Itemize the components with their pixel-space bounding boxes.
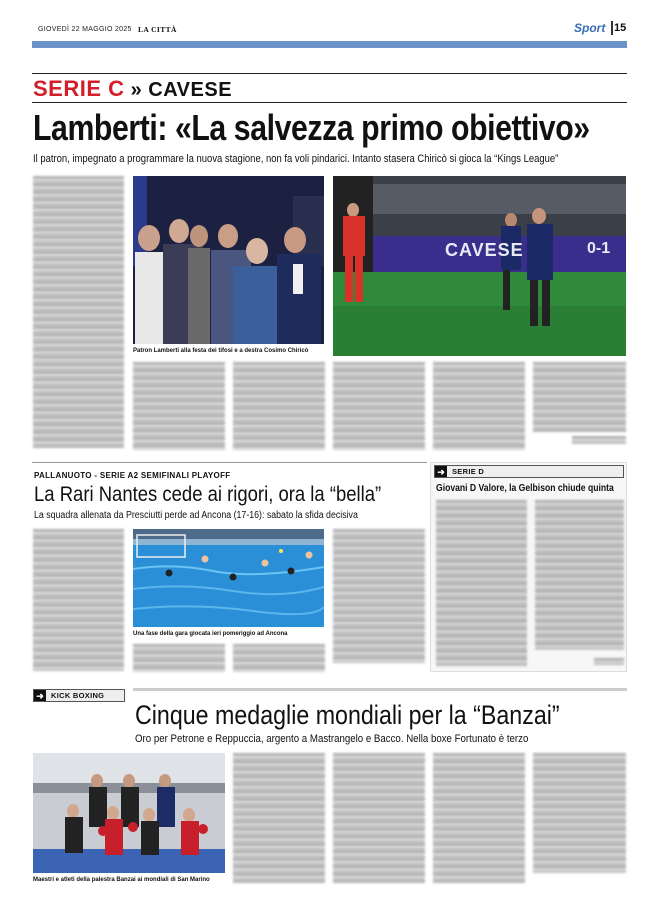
serie-d-tag bbox=[434, 465, 624, 478]
newspaper-name: LA CITTÀ bbox=[138, 25, 177, 34]
waterpolo-column-1 bbox=[33, 529, 124, 671]
waterpolo-column-3 bbox=[233, 644, 325, 672]
arrow-right-icon: ➜ bbox=[34, 690, 46, 701]
photo-banzai-caption: Maestri e atleti della palestra Banzai ai mondiali di San Marino bbox=[33, 877, 210, 883]
kickboxing-column-3 bbox=[433, 753, 525, 883]
serie-d-tag-label: SERIE D bbox=[452, 467, 485, 476]
kickboxing-column-1 bbox=[233, 753, 325, 883]
kickboxing-rule bbox=[133, 688, 627, 691]
kicker-league: SERIE C bbox=[33, 76, 125, 101]
main-article-column-3 bbox=[233, 362, 325, 450]
kickboxing-headline: Cinque medaglie mondiali per la “Banzai” bbox=[135, 700, 560, 730]
waterpolo-headline: La Rari Nantes cede ai rigori, ora la “bella” bbox=[34, 483, 382, 506]
waterpolo-subheadline: La squadra allenata da Presciutti perde ad Ancona (17-16): sabato la sfida decisiva bbox=[34, 510, 358, 521]
serie-d-signature bbox=[594, 658, 624, 665]
header-bar bbox=[32, 41, 627, 48]
kicker-team: CAVESE bbox=[148, 79, 233, 101]
waterpolo-kicker: PALLANUOTO - SERIE A2 SEMIFINALI PLAYOFF bbox=[34, 471, 231, 480]
top-rule bbox=[32, 73, 627, 74]
photo-chirico bbox=[333, 176, 626, 356]
kicker-rule bbox=[32, 102, 627, 103]
stadium-sign: CAVESE bbox=[445, 240, 524, 260]
main-article-signature bbox=[572, 436, 626, 444]
photo-lamberti bbox=[133, 176, 324, 344]
kicker-separator: » bbox=[124, 79, 149, 101]
serie-d-column-2 bbox=[535, 500, 624, 650]
kickboxing-column-4 bbox=[533, 753, 626, 873]
photo-lamberti-caption: Patron Lamberti alla festa dei tifosi e a destra Cosimo Chiricò bbox=[133, 348, 309, 354]
waterpolo-column-2 bbox=[133, 644, 225, 672]
main-article-column-4 bbox=[333, 362, 425, 450]
main-article-column-1 bbox=[33, 176, 124, 448]
kickboxing-tag-label: KICK BOXING bbox=[51, 691, 105, 700]
waterpolo-rule bbox=[32, 462, 427, 463]
score-sign: 0-1 bbox=[587, 240, 611, 257]
photo-banzai bbox=[33, 753, 225, 873]
main-headline: Lamberti: «La salvezza primo obiettivo» bbox=[33, 107, 590, 148]
kickboxing-tag bbox=[33, 689, 125, 702]
main-article-column-2 bbox=[133, 362, 225, 450]
kickboxing-column-2 bbox=[333, 753, 425, 883]
main-article-column-6 bbox=[533, 362, 626, 432]
serie-d-column-1 bbox=[436, 500, 527, 666]
header-separator bbox=[611, 21, 613, 35]
serie-d-headline: Giovani D Valore, la Gelbison chiude quinta bbox=[436, 483, 614, 494]
arrow-right-icon: ➜ bbox=[435, 466, 447, 477]
waterpolo-column-4 bbox=[333, 529, 425, 663]
page-number: 15 bbox=[614, 22, 627, 34]
photo-waterpolo bbox=[133, 529, 324, 627]
issue-date: GIOVEDÌ 22 MAGGIO 2025 bbox=[38, 26, 132, 33]
photo-waterpolo-caption: Una fase della gara giocata ieri pomeriggio ad Ancona bbox=[133, 631, 288, 637]
photo-waterpolo-graphic bbox=[133, 529, 324, 627]
photo-banzai-graphic bbox=[33, 753, 225, 873]
section-name: Sport bbox=[574, 21, 606, 35]
main-subheadline: Il patron, impegnato a programmare la nuova stagione, non fa voli pindarici. Intanto stasera Chiricò si gioca la “Kings League” bbox=[33, 153, 559, 165]
kickboxing-subheadline: Oro per Petrone e Reppuccia, argento a Mastrangelo e Bacco. Nella boxe Fortunato è terzo bbox=[135, 733, 529, 745]
photo-lamberti-graphic bbox=[133, 176, 324, 344]
photo-chirico-graphic bbox=[333, 176, 626, 356]
main-kicker bbox=[33, 76, 232, 102]
main-article-column-5 bbox=[433, 362, 525, 450]
